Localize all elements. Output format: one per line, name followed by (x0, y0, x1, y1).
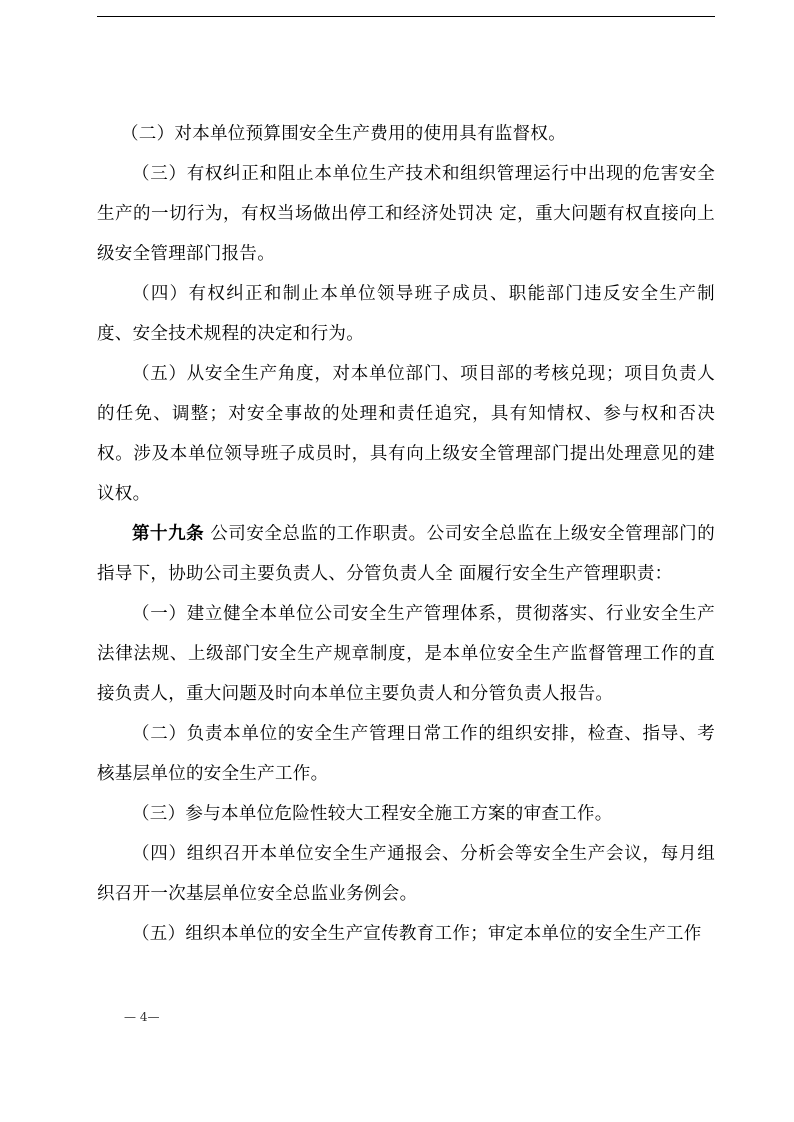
header-rule (97, 16, 715, 17)
document-body (97, 114, 715, 954)
paragraph-duty-1-system: （一）建立健全本单位公司安全生产管理体系，贯彻落实、行业安全生产法律法规、上级部门安全生产规章制度，是本单位安全生产监督管理工作的直接负责人，重大问题及时向本单位主要负责人和分管负责人报告。 (97, 604, 715, 704)
paragraph-duty-3-review-plans: （三）参与本单位危险性较大工程安全施工方案的审查工作。 (132, 804, 613, 824)
paragraph-duty-2-daily-work: （二）负责本单位的安全生产管理日常工作的组织安排，检查、指导、考核基层单位的安全生产工作。 (97, 724, 715, 784)
paragraph-item-3-stop-violations: （三）有权纠正和阻止本单位生产技术和组织管理运行中出现的危害安全生产的一切行为，有权当场做出停工和经济处罚决 定，重大问题有权直接向上级安全管理部门报告。 (97, 164, 715, 264)
paragraph-item-2-supervision-right: （二）对本单位预算围安全生产费用的使用具有监督权。 (121, 124, 566, 144)
paragraph-item-5-assessment-veto: （五）从安全生产角度，对本单位部门、项目部的考核兑现；项目负责人的任免、调整；对安全事故的处理和责任追究，具有知情权、参与权和否决权。涉及本单位领导班子成员时，具有向上级安全管理部门提出处理意见的建议权。 (97, 364, 715, 504)
paragraph-item-4-correct-leadership: （四）有权纠正和制止本单位领导班子成员、职能部门违反安全生产制度、安全技术规程的决定和行为。 (97, 284, 715, 344)
article-heading: 第十九条 (132, 524, 205, 544)
page-number: — 4— (124, 1010, 160, 1024)
article-text: 公司安全总监的工作职责。公司安全总监在上级安全管理部门的指导下，协助公司主要负责人、分管负责人全 面履行安全生产管理职责： (97, 524, 716, 584)
paragraph-duty-4-meetings: （四）组织召开本单位安全生产通报会、分析会等安全生产会议，每月组织召开一次基层单位安全总监业务例会。 (97, 844, 715, 904)
paragraph-duty-5-education: （五）组织本单位的安全生产宣传教育工作；审定本单位的安全生产工作 (132, 924, 702, 944)
paragraph-article-19 (97, 514, 715, 594)
